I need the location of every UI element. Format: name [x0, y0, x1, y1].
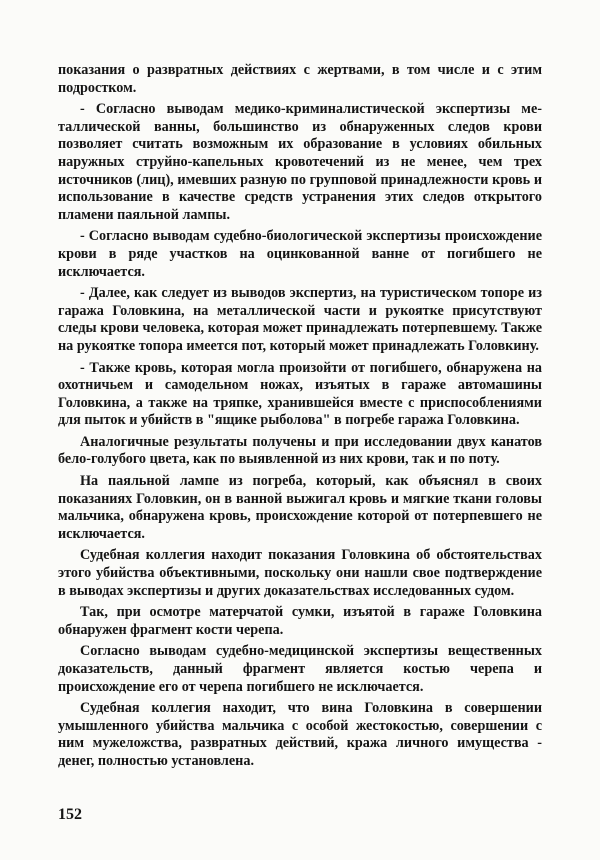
paragraph-6: Аналогичные результаты получены и при исследовании двух канатов бело-голубого цвета, как по выявленной из них крови, так и по поту. [58, 433, 542, 468]
paragraph-1: показания о развратных действиях с жертвами, в том числе и с этим подростком. [58, 62, 542, 96]
paragraph-3: - Согласно выводам судебно-биологической экспертизы происхождение крови в ряде участков на оцинкованной ванне от погибшего не исключается. [58, 228, 542, 280]
paragraph-8: Судебная коллегия находит показания Головкина об обстоятельствах этого убийства объективными, поскольку они нашли свое подтверждение в выводах экспертизы и других доказательствах исследованных судом. [58, 547, 542, 599]
page-number: 152 [58, 806, 82, 823]
paragraph-2: - Согласно выводам медико-криминалистической экспертизы металлической ванны, большинство из обнаруженных следов крови позволяет считать возможным их образование в условиях обильных наружных струйно-капельных кровотечений из не менее, чем трех источников (лиц), имевших разную по групповой принадлежности кровь и использование в качестве средств устранения этих следов открытого пламени паяльной лампы. [58, 101, 542, 223]
paragraph-11: Судебная коллегия находит, что вина Головкина в совершении умышленного убийства мальчика с особой жестокостью, совершении с ним мужеложства, развратных действий, кража личного имущества - денег, полностью установлена. [58, 700, 542, 769]
page-body [58, 62, 542, 775]
paragraph-9: Так, при осмотре матерчатой сумки, изъятой в гараже Головкина обнаружен фрагмент кости черепа. [58, 604, 542, 638]
paragraph-4: - Далее, как следует из выводов экспертиз, на туристическом топоре из гаража Головкина, на металлической части и рукоятке присутствуют следы крови человека, которая может принадлежать потерпевшему. Также на рукоятке топора имеется пот, который может принадлежать Головкину. [58, 285, 542, 354]
paragraph-7: На паяльной лампе из погреба, который, как объяснял в своих показаниях Головкин, он в ванной выжигал кровь и мягкие ткани головы мальчика, обнаружена кровь, происхождение которой от потерпевшего не исключается. [58, 473, 542, 542]
paragraph-10: Согласно выводам судебно-медицинской экспертизы вещественных доказательств, данный фрагмент является костью черепа и происхождение его от черепа погибшего не исключается. [58, 643, 542, 695]
paragraph-5: - Также кровь, которая могла произойти от погибшего, обнаружена на охотничьем и самодельном ножах, изъятых в гараже автомашины Головкина, а также на тряпке, хранившейся вместе с приспособлениями для пыток и убийств в "ящике рыболова" в погребе гаража Головкина. [58, 359, 542, 429]
